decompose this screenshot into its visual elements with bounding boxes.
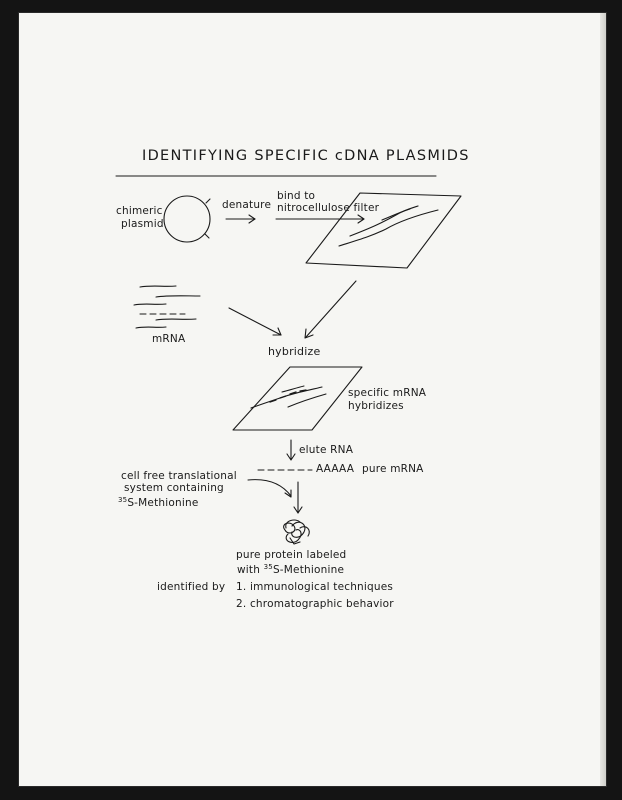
filter-to-hybridize-arrow (305, 281, 356, 338)
denature-label: denature (222, 199, 272, 211)
mrna-to-hybridize-arrow (229, 308, 281, 335)
mrna-label: mRNA (152, 333, 186, 345)
with-methionine-label (237, 561, 344, 576)
with-text: with (237, 564, 261, 576)
plasmid-circle-icon (164, 196, 210, 242)
bind-arrow (276, 215, 364, 223)
cell-free-arrow (248, 480, 291, 497)
protein-methionine-text: S-Methionine (272, 564, 345, 576)
protein-isotope-superscript: 35 (263, 563, 273, 571)
denature-arrow (226, 215, 255, 223)
translation-arrow (294, 482, 302, 513)
elute-rna-label: elute RNA (299, 444, 354, 456)
filter-sheet-2 (233, 367, 362, 430)
method-chromatographic: 2. chromatographic behavior (236, 598, 394, 610)
plasmid-label: plasmid (121, 218, 164, 230)
isotope-superscript: 35 (118, 496, 128, 504)
poly-a-tail-label: AAAAA (316, 463, 355, 475)
methionine-text: S-Methionine (127, 497, 199, 509)
method-immunological: 1. immunological techniques (236, 581, 394, 593)
cell-free-label: cell free translational (121, 470, 237, 482)
system-containing-label: system containing (124, 482, 224, 494)
bind-to-label: bind to (277, 190, 316, 202)
diagram-title: IDENTIFYING SPECIFIC cDNA PLASMIDS (142, 148, 470, 164)
pure-protein-label: pure protein labeled (236, 549, 347, 561)
mrna-strands (134, 286, 200, 328)
chimeric-label: chimeric (116, 205, 163, 217)
identified-by-label: identified by (157, 581, 226, 593)
protein-scribble-icon (284, 520, 310, 544)
elute-arrow (287, 440, 295, 460)
pure-mrna-label: pure mRNA (362, 463, 424, 475)
nitrocellulose-filter-label: nitrocellulose filter (277, 202, 380, 214)
specific-mrna-label: specific mRNA (348, 387, 427, 399)
hybridizes-label: hybridizes (348, 400, 404, 412)
methionine-label (118, 494, 199, 509)
hybridize-label: hybridize (268, 345, 321, 358)
